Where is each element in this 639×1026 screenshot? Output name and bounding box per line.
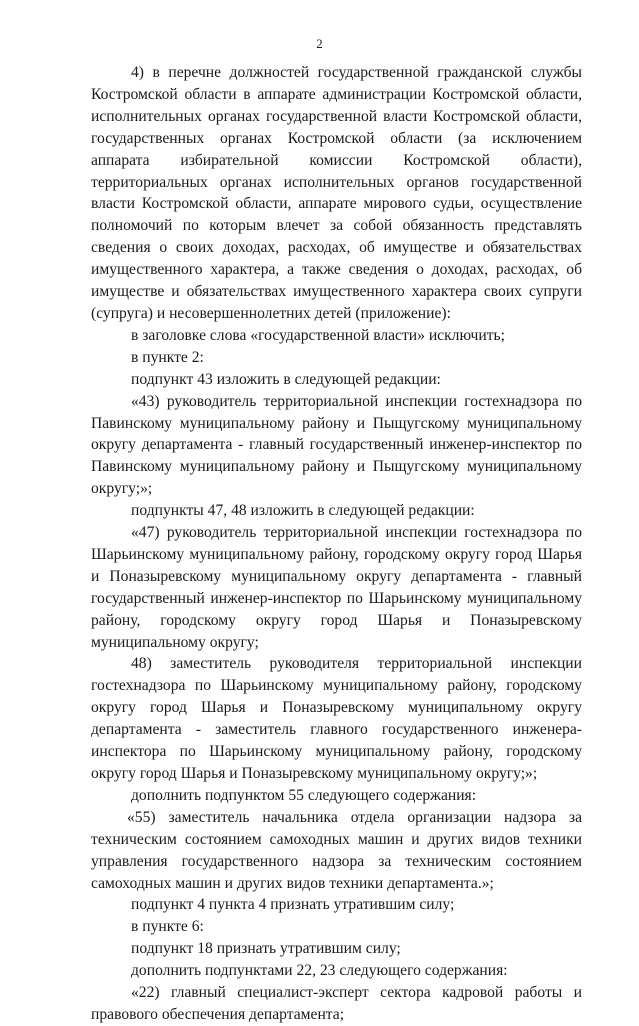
paragraph: подпункты 47, 48 изложить в следующей редакции: xyxy=(131,502,475,520)
paragraph: 4) в перечне должностей государственной гражданской службы Костромской области в аппарате администрации Костромской области, исполнительных органах государственной власти Костромской области, государственных органах Костромской области (за исключением аппарата избирательной комиссии Костромской области), территориальных органах исполнительных органов государственной власти Костромской области, аппарате мирового судьи, осуществление полномочий по которым влечет за собой обязанность представлять сведения о своих доходах, расходах, об имуществе и обязательствах имущественного характера, а также сведения о доходах, расходах, об имуществе и обязательствах имущественного характера своих супруги (супруга) и несовершеннолетних детей (приложение): xyxy=(91,64,582,322)
paragraph: «47) руководитель территориальной инспекции гостехнадзора по Шарьинскому муниципальному району, городскому округу город Шарья и Поназыревскому муниципальному округу департамента - главный государственный инженер-инспектор по Шарьинскому муниципальному району, городскому округу город Шарья и Поназыревскому муниципальному округу; xyxy=(91,524,582,651)
paragraph: в пункте 6: xyxy=(131,918,204,936)
paragraph: в заголовке слова «государственной власти» исключить; xyxy=(131,326,505,344)
paragraph: подпункт 43 изложить в следующей редакции: xyxy=(131,370,441,388)
page-number: 2 xyxy=(316,36,323,51)
paragraph: подпункт 4 пункта 4 признать утратившим силу; xyxy=(131,896,455,914)
paragraph: «55) заместитель начальника отдела организации надзора за техническим состоянием самоходных машин и других видов техники управления государственного надзора за техническим состоянием самоходных машин и других видов техники департамента.»; xyxy=(91,808,582,892)
paragraph: «43) руководитель территориальной инспекции гостехнадзора по Павинскому муниципальному району и Пыщугскому муниципальному округу департамента - главный государственный инженер-инспектор по Павинскому муниципальному району и Пыщугскому муниципальному округу;»; xyxy=(91,392,582,498)
paragraph: «22) главный специалист-эксперт сектора кадровой работы и правового обеспечения департамента; xyxy=(91,984,582,1023)
paragraph: в пункте 2: xyxy=(131,348,204,366)
paragraph: подпункт 18 признать утратившим силу; xyxy=(131,940,401,958)
document-body xyxy=(91,62,582,1026)
paragraph: дополнить подпунктами 22, 23 следующего содержания: xyxy=(131,962,508,980)
paragraph: 48) заместитель руководителя территориальной инспекции гостехнадзора по Шарьинскому муниципальному району, городскому округу город Шарья и Поназыревскому муниципальному округу департамента - заместитель главного государственного инженера-инспектора по Шарьинскому муниципальному району, городскому округу город Шарья и Поназыревскому муниципальному округу;»; xyxy=(91,655,582,782)
paragraph: дополнить подпунктом 55 следующего содержания: xyxy=(131,786,477,804)
